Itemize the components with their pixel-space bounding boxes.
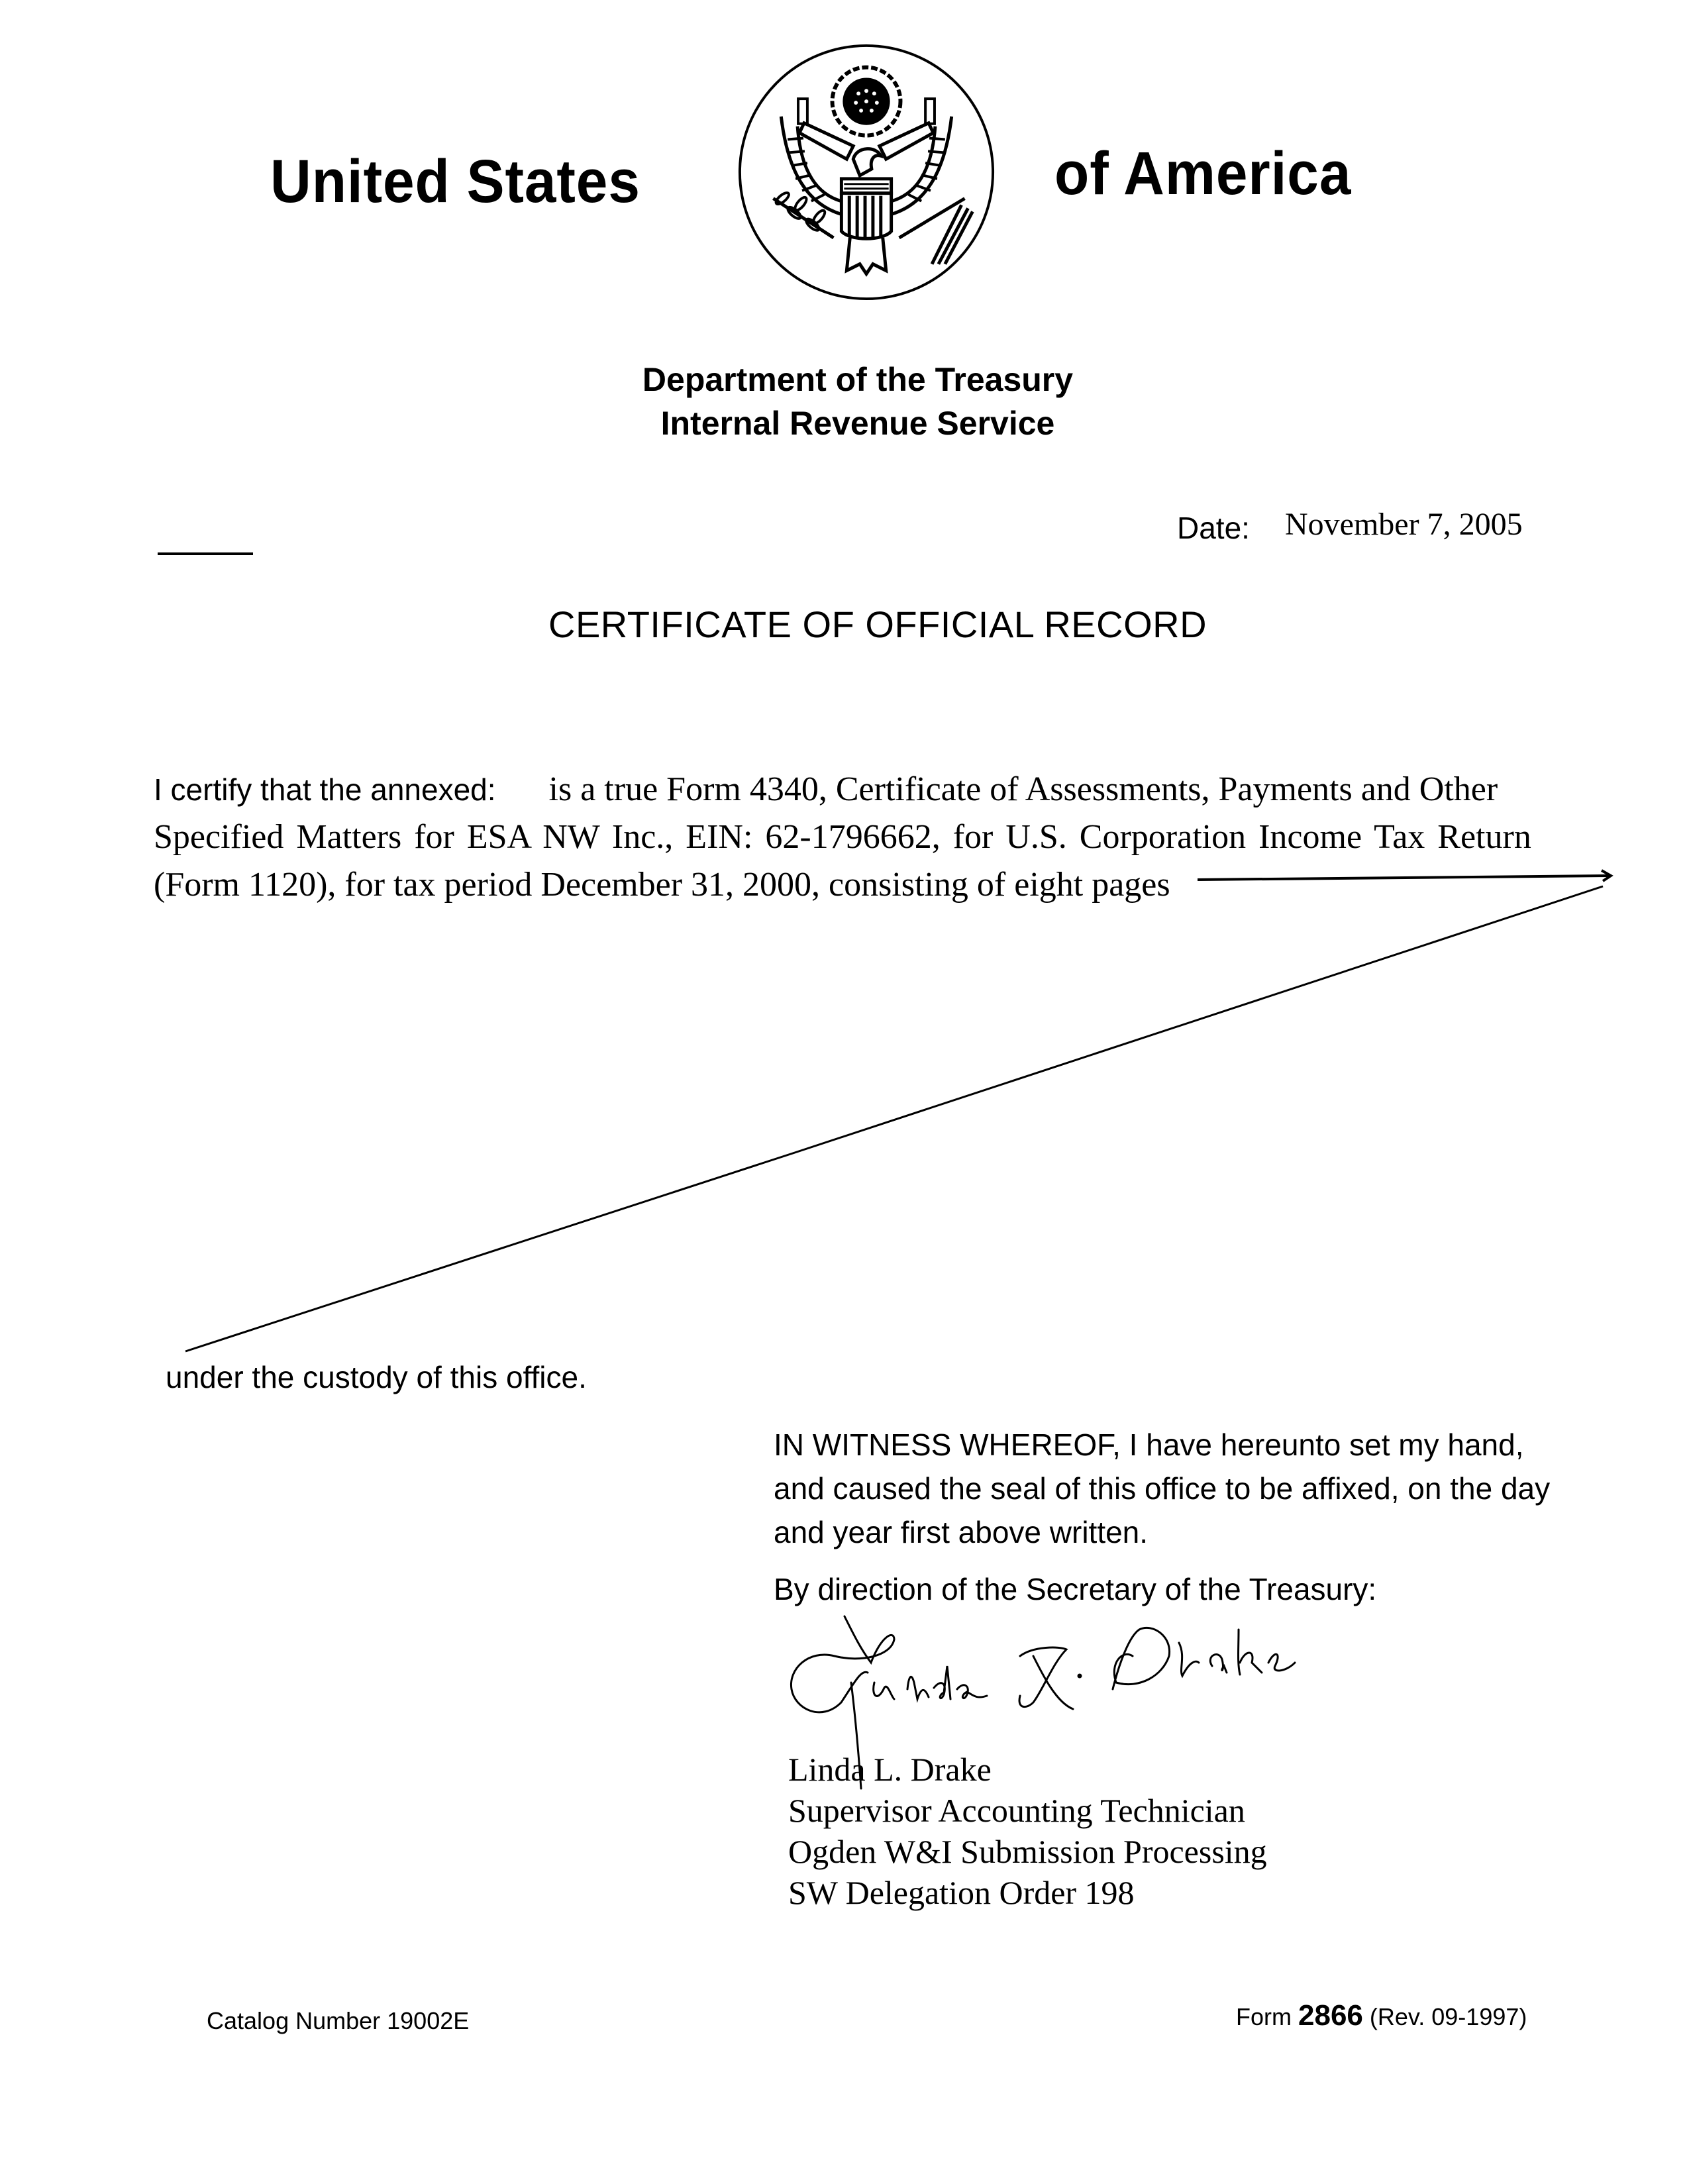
certification-line-3: (Form 1120), for tax period December 31, 2000, consisting of eight pages — [154, 866, 1170, 904]
form-prefix: Form — [1236, 2003, 1292, 2030]
signer-office: Ogden W&I Submission Processing — [788, 1833, 1267, 1870]
form-revision: (Rev. 09-1997) — [1369, 2003, 1527, 2030]
strike-diagonal-line — [185, 886, 1603, 1351]
signer-title: Supervisor Accounting Technician — [788, 1792, 1245, 1829]
margin-stub-line — [158, 552, 253, 555]
form-number — [1236, 1999, 1527, 2032]
department-name: Department of the Treasury — [642, 361, 1074, 398]
witness-line-3: and year first above written. — [774, 1515, 1149, 1549]
certificate-title: CERTIFICATE OF OFFICIAL RECORD — [548, 603, 1207, 645]
date-value: November 7, 2005 — [1285, 507, 1523, 542]
great-seal-eagle-icon — [735, 41, 998, 303]
date-label: Date: — [1177, 511, 1250, 545]
witness-line-2: and caused the seal of this office to be affixed, on the day — [774, 1471, 1551, 1506]
certification-line-1 — [154, 766, 1611, 813]
witness-line-1: IN WITNESS WHEREOF, I have hereunto set my hand, — [774, 1428, 1524, 1462]
form-number-value: 2866 — [1298, 1999, 1363, 2032]
certification-lead: I certify that the annexed: — [154, 772, 496, 807]
title-of-america: of America — [1054, 140, 1352, 207]
certification-closing: under the custody of this office. — [166, 1360, 587, 1394]
certification-line-1-text: is a true Form 4340, Certificate of Assessments, Payments and Other — [548, 770, 1498, 808]
direction-statement: By direction of the Secretary of the Treasury: — [774, 1572, 1377, 1606]
catalog-number: Catalog Number 19002E — [207, 2007, 470, 2034]
certification-line-2: Specified Matters for ESA NW Inc., EIN: 62-1796662, for U.S. Corporation Income Tax Return — [154, 818, 1531, 856]
title-united-states: United States — [270, 148, 640, 215]
signer-authority: SW Delegation Order 198 — [788, 1874, 1135, 1911]
bureau-name: Internal Revenue Service — [660, 405, 1055, 442]
signer-name: Linda L. Drake — [788, 1751, 992, 1788]
